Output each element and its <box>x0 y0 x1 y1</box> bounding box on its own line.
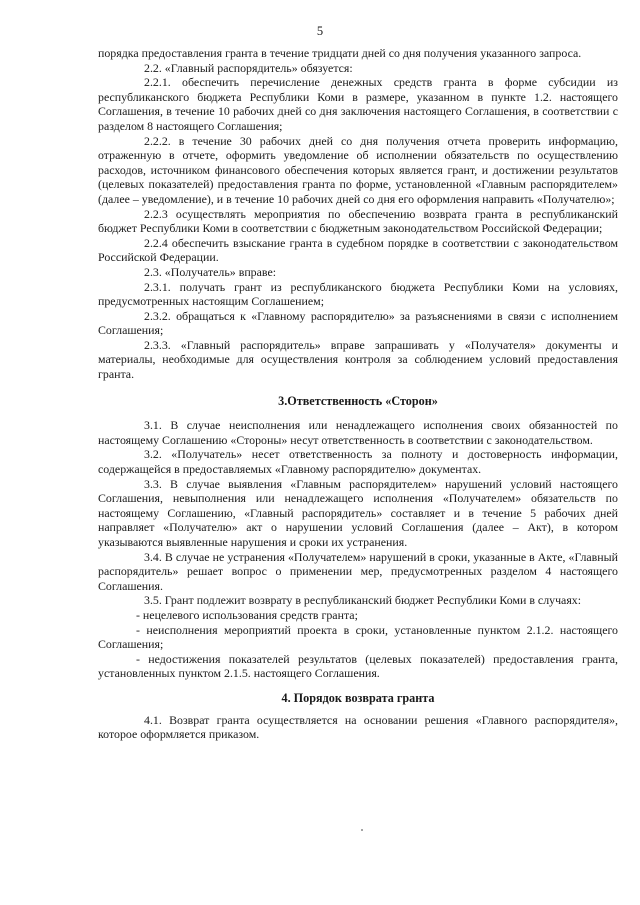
clause-3-3: 3.3. В случае выявления «Главным распорядителем» нарушений условий настоящего Соглашения, невыполнения или ненадлежащего исполнения «Получателем» обязательств по настоящему Соглашению, «Главный распорядитель» составляет и в течение 5 рабочих дней направляет «Получателю» акт о нарушении условий Соглашения (далее – Акт), в котором указываются выявленные нарушения и сроки их устранения. <box>98 476 618 549</box>
clause-2-3-2: 2.3.2. обращаться к «Главному распорядителю» за разъяснениями в связи с исполнением Соглашения; <box>98 308 618 338</box>
section-3-heading: 3.Ответственность «Сторон» <box>278 393 438 408</box>
clause-2-2-2: 2.2.2. в течение 30 рабочих дней со дня получения отчета проверить информацию, отраженную в отчете, оформить уведомление об исполнении обязательств по осуществлению расходов, источником финансового обеспечения которых является грант, и достижении результатов (целевых показателей) предоставления гранта по форме, установленной «Главным распорядителем» (далее – уведомление), и в течение 10 рабочих дней со дня его оформления направить «Получателю»; <box>98 133 618 206</box>
clause-3-1: 3.1. В случае неисполнения или ненадлежащего исполнения своих обязанностей по настоящему Соглашению «Стороны» несут ответственность в соответствии с законодательством. <box>98 418 618 447</box>
scan-speck <box>361 829 363 831</box>
clause-2-2-1: 2.2.1. обеспечить перечисление денежных средств гранта в форме субсидии из республиканского бюджета Республики Коми в размере, указанном в пункте 1.2. настоящего Соглашения, в течение 10 рабочих дней со дня заключения настоящего Соглашения, в соответствии с разделом 8 настоящего Соглашения; <box>98 75 618 133</box>
clause-2-3: 2.3. «Получатель» вправе: <box>144 264 277 279</box>
clause-2-2-3: 2.2.3 осуществлять мероприятия по обеспечению возврата гранта в республиканский бюджет Республики Коми в соответствии с бюджетным законодательством Российской Федерации; <box>98 206 618 236</box>
clause-3-5: 3.5. Грант подлежит возврату в республиканский бюджет Республики Коми в случаях: <box>144 593 582 608</box>
document-body <box>98 46 618 742</box>
section-4-heading: 4. Порядок возврата гранта <box>281 690 435 705</box>
clause-2-2-4: 2.2.4 обеспечить взыскание гранта в судебном порядке в соответствии с законодательством Российской Федерации. <box>98 235 618 265</box>
list-item-deadlines: - неисполнения мероприятий проекта в сроки, установленные пунктом 2.1.2. настоящего Соглашения; <box>98 622 618 652</box>
clause-3-2: 3.2. «Получатель» несет ответственность за полноту и достоверность информации, содержащейся в предоставляемых «Главному распорядителю» документах. <box>98 447 618 477</box>
clause-4-1: 4.1. Возврат гранта осуществляется на основании решения «Главного распорядителя», которое оформляется приказом. <box>98 712 618 742</box>
clause-2-2: 2.2. «Главный распорядитель» обязуется: <box>144 60 353 75</box>
clause-2-3-3: 2.3.3. «Главный распорядитель» вправе запрашивать у «Получателя» документы и материалы, необходимые для осуществления контроля за соблюдением условий предоставления гранта. <box>98 337 618 382</box>
clause-3-4: 3.4. В случае не устранения «Получателем» нарушений в сроки, указанные в Акте, «Главный распорядитель» решает вопрос о применении мер, предусмотренных разделом 4 настоящего Соглашения. <box>98 549 618 593</box>
clause-2-3-1: 2.3.1. получать грант из республиканского бюджета Республики Коми на условиях, предусмотренных настоящим Соглашением; <box>98 279 618 309</box>
page-number: 5 <box>316 24 324 38</box>
list-item-misuse: - нецелевого использования средств гранта; <box>136 607 358 622</box>
paragraph-continuation: порядка предоставления гранта в течение тридцати дней со дня получения указанного запроса. <box>98 46 582 60</box>
list-item-targets: - недостижения показателей результатов (целевых показателей) предоставления гранта, установленных пунктом 2.1.5. настоящего Соглашения. <box>98 651 618 681</box>
